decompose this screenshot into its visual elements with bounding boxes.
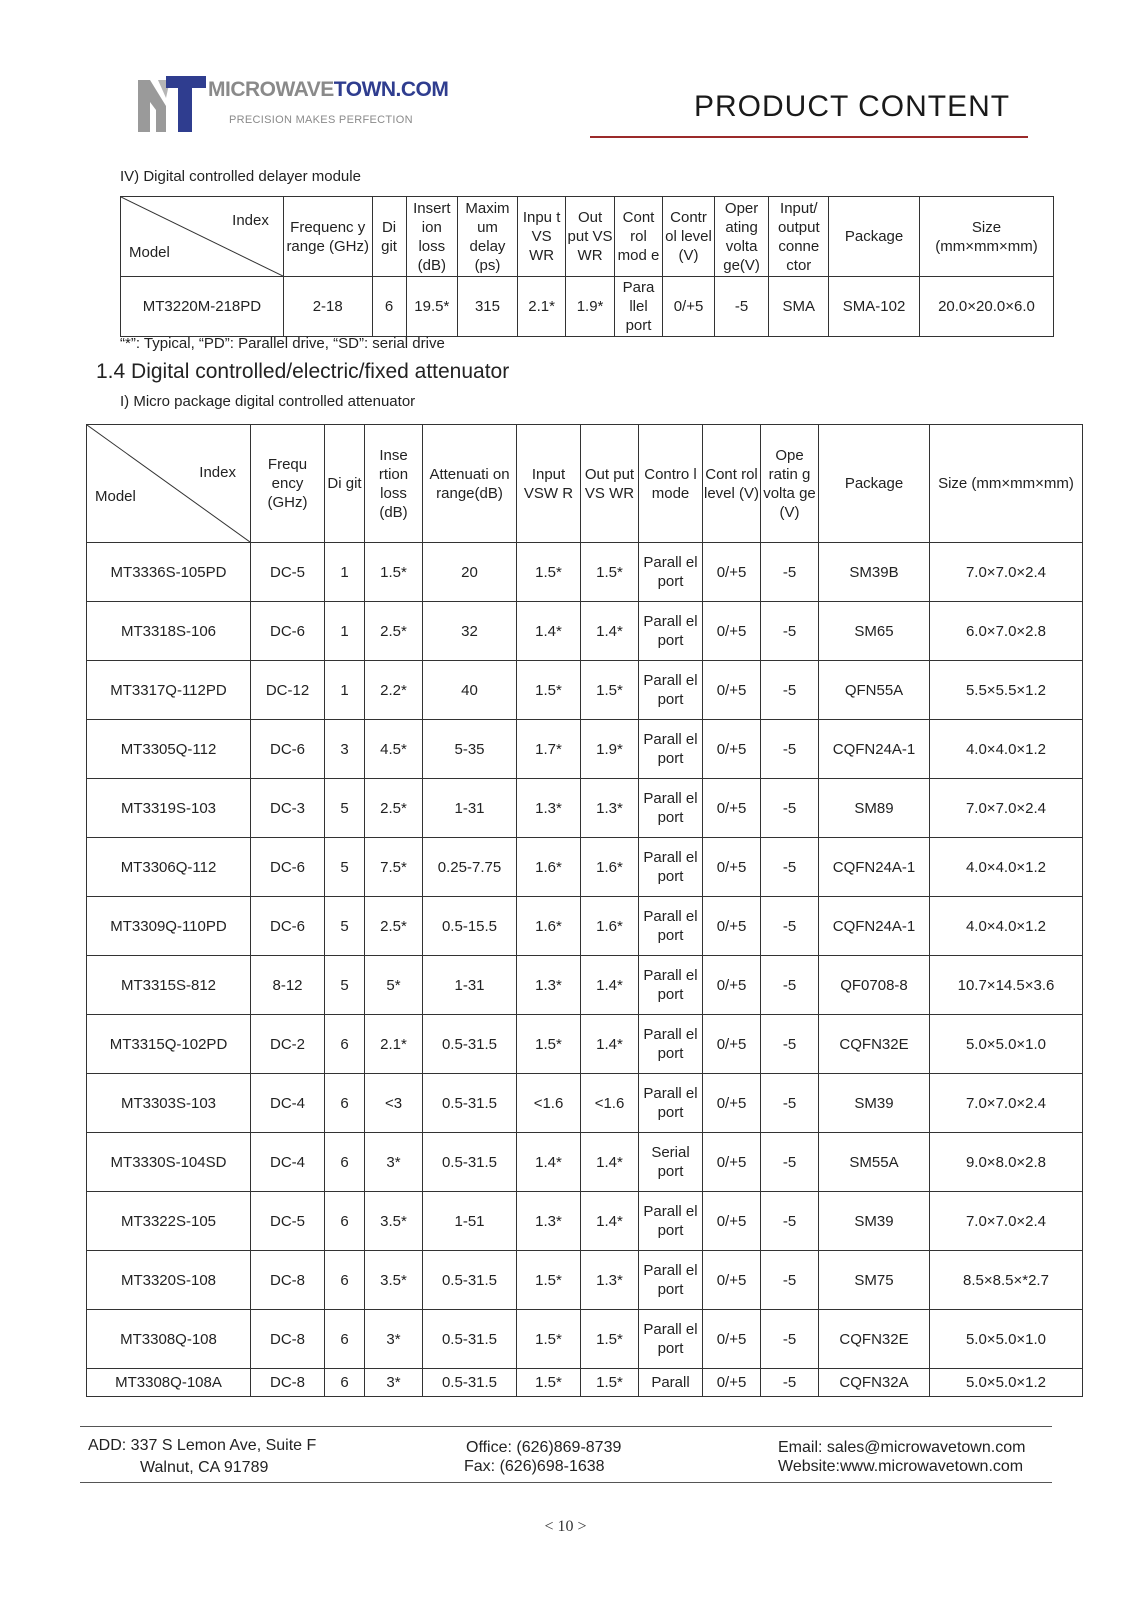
table-cell: 1 [325, 661, 365, 720]
corner-model-label: Model [95, 488, 136, 505]
table-cell: 0/+5 [703, 1369, 761, 1397]
column-header: Input VSW R [517, 425, 581, 543]
table-cell: 10.7×14.5×3.6 [930, 956, 1083, 1015]
table-cell: -5 [714, 277, 769, 337]
footer-office-phone: Office: (626)869-8739 [466, 1439, 622, 1456]
table-cell: 1-51 [423, 1192, 517, 1251]
table-row [87, 1310, 1083, 1369]
table-cell: 0.5-31.5 [423, 1133, 517, 1192]
table-cell: <1.6 [517, 1074, 581, 1133]
table-cell: 0/+5 [703, 1310, 761, 1369]
table-cell: Parall el port [639, 661, 703, 720]
table-cell: SM75 [819, 1251, 930, 1310]
table-cell: 0/+5 [703, 661, 761, 720]
table-cell: 6 [325, 1015, 365, 1074]
corner-header-cell [87, 425, 251, 543]
table-cell: 4.5* [365, 720, 423, 779]
table-cell: CQFN32E [819, 1310, 930, 1369]
table-cell: 1 [325, 602, 365, 661]
model-cell: MT3336S-105PD [87, 543, 251, 602]
table-cell: SM55A [819, 1133, 930, 1192]
table-cell: SM39 [819, 1074, 930, 1133]
table-cell: -5 [761, 720, 819, 779]
column-header: Contro l mode [639, 425, 703, 543]
table-cell: 1.5* [581, 543, 639, 602]
table-cell: 0.5-15.5 [423, 897, 517, 956]
table-cell: 1.9* [566, 277, 614, 337]
table-cell: 1.6* [517, 897, 581, 956]
table-cell: 1.9* [581, 720, 639, 779]
typical-note: “*”: Typical, “PD”: Parallel drive, “SD”: serial drive [120, 335, 445, 352]
model-cell: MT3309Q-110PD [87, 897, 251, 956]
table-cell: 20.0×20.0×6.0 [919, 277, 1053, 337]
table-cell: 3 [325, 720, 365, 779]
table-cell: SMA-102 [829, 277, 920, 337]
table-cell: 1.4* [581, 602, 639, 661]
table-cell: 6 [325, 1192, 365, 1251]
table-cell: -5 [761, 1369, 819, 1397]
section-heading: 1.4 Digital controlled/electric/fixed attenuator [96, 360, 510, 383]
table-cell: DC-6 [251, 897, 325, 956]
table-cell: Para llel port [614, 277, 662, 337]
table-cell: SMA [769, 277, 829, 337]
model-cell: MT3318S-106 [87, 602, 251, 661]
footer-address-line1: ADD: 337 S Lemon Ave, Suite F [88, 1437, 317, 1454]
table-cell: <1.6 [581, 1074, 639, 1133]
table-cell: CQFN24A-1 [819, 897, 930, 956]
table-cell: Parall el port [639, 897, 703, 956]
table-cell: 5.0×5.0×1.0 [930, 1310, 1083, 1369]
table-cell: 32 [423, 602, 517, 661]
diagonal-divider [87, 425, 250, 542]
table-cell: 1.4* [581, 1192, 639, 1251]
page-title: PRODUCT CONTENT [694, 90, 1011, 123]
corner-model-label: Model [129, 244, 170, 261]
table-cell: 0/+5 [703, 1015, 761, 1074]
model-cell: MT3315Q-102PD [87, 1015, 251, 1074]
table-cell: 5* [365, 956, 423, 1015]
table-cell: Parall [639, 1369, 703, 1397]
table-cell: DC-5 [251, 543, 325, 602]
column-header: Oper ating volta ge(V) [714, 197, 769, 277]
table-cell: Parall el port [639, 779, 703, 838]
model-cell: MT3306Q-112 [87, 838, 251, 897]
table-cell: 1.6* [517, 838, 581, 897]
table-cell: 8-12 [251, 956, 325, 1015]
table-cell: 4.0×4.0×1.2 [930, 897, 1083, 956]
table-cell: QFN55A [819, 661, 930, 720]
table-row [87, 1133, 1083, 1192]
table-cell: -5 [761, 779, 819, 838]
corner-index-label: Index [232, 212, 269, 229]
column-header: Contr ol level (V) [663, 197, 715, 277]
table-cell: 0/+5 [703, 956, 761, 1015]
table-cell: 5-35 [423, 720, 517, 779]
table-cell: 1 [325, 543, 365, 602]
table-row [87, 720, 1083, 779]
logo-wordmark: MICROWAVETOWN.COM [208, 78, 449, 101]
column-header: Out put VS WR [566, 197, 614, 277]
table-cell: 7.0×7.0×2.4 [930, 779, 1083, 838]
footer-address-line2: Walnut, CA 91789 [140, 1459, 269, 1476]
table-cell: 0/+5 [703, 1192, 761, 1251]
table-cell: 1.3* [517, 779, 581, 838]
table-cell: CQFN24A-1 [819, 838, 930, 897]
table-cell: Parall el port [639, 720, 703, 779]
table-cell: 1.5* [581, 1310, 639, 1369]
table-cell: DC-4 [251, 1133, 325, 1192]
table-cell: 1.5* [517, 1015, 581, 1074]
table-cell: 7.0×7.0×2.4 [930, 543, 1083, 602]
model-cell: MT3330S-104SD [87, 1133, 251, 1192]
table-cell: DC-6 [251, 602, 325, 661]
table-cell: DC-3 [251, 779, 325, 838]
table-cell: 6 [325, 1310, 365, 1369]
table-cell: 6 [372, 277, 406, 337]
column-header: Size (mm×mm×mm) [919, 197, 1053, 277]
table-cell: -5 [761, 1251, 819, 1310]
model-cell: MT3322S-105 [87, 1192, 251, 1251]
table-cell: 2.5* [365, 602, 423, 661]
table-cell: 1.6* [581, 838, 639, 897]
table-cell: 3.5* [365, 1192, 423, 1251]
table-cell: -5 [761, 956, 819, 1015]
table-cell: 0.5-31.5 [423, 1074, 517, 1133]
footer-bottom-rule [80, 1482, 1052, 1483]
table-row [87, 838, 1083, 897]
table-cell: QF0708-8 [819, 956, 930, 1015]
table-cell: 2.2* [365, 661, 423, 720]
table-cell: 1.5* [365, 543, 423, 602]
table-header-row [87, 425, 1083, 543]
table-cell: 6.0×7.0×2.8 [930, 602, 1083, 661]
table-row [87, 1192, 1083, 1251]
table-cell: -5 [761, 1074, 819, 1133]
table-cell: SM65 [819, 602, 930, 661]
column-header: Input/ output conne ctor [769, 197, 829, 277]
column-header: Di git [372, 197, 406, 277]
table-cell: CQFN32A [819, 1369, 930, 1397]
table-cell: 6 [325, 1251, 365, 1310]
table-cell: 6 [325, 1133, 365, 1192]
table-cell: 7.0×7.0×2.4 [930, 1192, 1083, 1251]
table-cell: 6 [325, 1074, 365, 1133]
table-cell: 5 [325, 956, 365, 1015]
footer-fax: Fax: (626)698-1638 [464, 1458, 605, 1475]
table-cell: Serial port [639, 1133, 703, 1192]
table-cell: 7.5* [365, 838, 423, 897]
section-1-4-subtitle: I) Micro package digital controlled attenuator [120, 393, 416, 410]
table-cell: 315 [458, 277, 518, 337]
column-header: Maxim um delay (ps) [458, 197, 518, 277]
table-cell: 1.5* [517, 661, 581, 720]
table-cell: CQFN32E [819, 1015, 930, 1074]
table-cell: Parall el port [639, 1015, 703, 1074]
table-cell: 1.7* [517, 720, 581, 779]
diagonal-divider [121, 197, 283, 276]
table-row [87, 661, 1083, 720]
table-cell: 0/+5 [703, 838, 761, 897]
table-cell: 1.4* [581, 1015, 639, 1074]
table-row [87, 1015, 1083, 1074]
table-cell: 0/+5 [703, 897, 761, 956]
table-cell: Parall el port [639, 956, 703, 1015]
table-cell: DC-4 [251, 1074, 325, 1133]
model-cell: MT3315S-812 [87, 956, 251, 1015]
table-cell: 3.5* [365, 1251, 423, 1310]
table-cell: 1-31 [423, 779, 517, 838]
table-cell: 1-31 [423, 956, 517, 1015]
table-cell: 1.6* [581, 897, 639, 956]
table-cell: Parall el port [639, 1251, 703, 1310]
page-number: < 10 > [544, 1518, 587, 1535]
table-cell: 1.5* [581, 1369, 639, 1397]
table-cell: DC-6 [251, 720, 325, 779]
table-cell: 4.0×4.0×1.2 [930, 720, 1083, 779]
table-cell: 2.1* [365, 1015, 423, 1074]
table-cell: -5 [761, 1192, 819, 1251]
table-cell: -5 [761, 602, 819, 661]
table-cell: DC-12 [251, 661, 325, 720]
table-cell: DC-2 [251, 1015, 325, 1074]
section-iv-subtitle: IV) Digital controlled delayer module [120, 168, 361, 185]
logo-tagline: PRECISION MAKES PERFECTION [229, 114, 413, 126]
table-cell: 1.4* [581, 956, 639, 1015]
table-cell: 0.5-31.5 [423, 1310, 517, 1369]
table-cell: DC-8 [251, 1251, 325, 1310]
column-header: Di git [325, 425, 365, 543]
table-cell: Parall el port [639, 543, 703, 602]
table-cell: 0/+5 [703, 543, 761, 602]
model-cell: MT3220M-218PD [121, 277, 284, 337]
table-cell: 1.4* [517, 1133, 581, 1192]
table-cell: 0/+5 [663, 277, 715, 337]
table-cell: 0/+5 [703, 1133, 761, 1192]
table-cell: 1.5* [517, 1251, 581, 1310]
table-cell: 4.0×4.0×1.2 [930, 838, 1083, 897]
table-cell: 2.5* [365, 779, 423, 838]
column-header: Package [829, 197, 920, 277]
table-cell: 5 [325, 779, 365, 838]
table-cell: 1.3* [581, 1251, 639, 1310]
table-row [87, 956, 1083, 1015]
table-cell: DC-5 [251, 1192, 325, 1251]
mt-logo-icon [136, 72, 208, 136]
table-row [87, 1074, 1083, 1133]
table-cell: DC-8 [251, 1310, 325, 1369]
table-row [87, 543, 1083, 602]
table-cell: 0.25-7.75 [423, 838, 517, 897]
corner-index-label: Index [199, 464, 236, 481]
table-cell: 0/+5 [703, 720, 761, 779]
column-header: Cont rol mod e [614, 197, 662, 277]
column-header: Insert ion loss (dB) [406, 197, 458, 277]
footer-email: Email: sales@microwavetown.com [778, 1439, 1026, 1456]
column-header: Out put VS WR [581, 425, 639, 543]
table-cell: -5 [761, 838, 819, 897]
table-cell: -5 [761, 1310, 819, 1369]
table-cell: 1.5* [581, 661, 639, 720]
delayer-module-table [120, 196, 1054, 337]
table-row [87, 602, 1083, 661]
table-cell: -5 [761, 1133, 819, 1192]
title-underline [590, 136, 1028, 138]
table-cell: SM39 [819, 1192, 930, 1251]
table-cell: 6 [325, 1369, 365, 1397]
table-cell: 3* [365, 1369, 423, 1397]
company-logo [136, 72, 449, 136]
table-cell: DC-6 [251, 838, 325, 897]
table-cell: 1.5* [517, 1369, 581, 1397]
table-cell: 20 [423, 543, 517, 602]
table-cell: 1.3* [581, 779, 639, 838]
table-cell: 0.5-31.5 [423, 1369, 517, 1397]
table-cell: 2-18 [283, 277, 372, 337]
table-cell: Parall el port [639, 838, 703, 897]
column-header: Frequenc y range (GHz) [283, 197, 372, 277]
table-cell: 40 [423, 661, 517, 720]
model-cell: MT3319S-103 [87, 779, 251, 838]
table-cell: SM89 [819, 779, 930, 838]
table-cell: -5 [761, 897, 819, 956]
column-header: Inpu t VS WR [517, 197, 565, 277]
table-cell: Parall el port [639, 1074, 703, 1133]
column-header: Ope ratin g volta ge (V) [761, 425, 819, 543]
table-cell: 5 [325, 897, 365, 956]
model-cell: MT3320S-108 [87, 1251, 251, 1310]
column-header: Frequ ency (GHz) [251, 425, 325, 543]
table-cell: Parall el port [639, 1310, 703, 1369]
table-cell: 1.4* [517, 602, 581, 661]
table-cell: 0/+5 [703, 779, 761, 838]
model-cell: MT3308Q-108 [87, 1310, 251, 1369]
table-cell: SM39B [819, 543, 930, 602]
table-cell: 3* [365, 1310, 423, 1369]
table-cell: Parall el port [639, 602, 703, 661]
table-cell: 0.5-31.5 [423, 1251, 517, 1310]
column-header: Package [819, 425, 930, 543]
table-cell: CQFN24A-1 [819, 720, 930, 779]
table-cell: 0.5-31.5 [423, 1015, 517, 1074]
table-row [87, 1251, 1083, 1310]
table-cell: 5.0×5.0×1.0 [930, 1015, 1083, 1074]
table-cell: 1.5* [517, 1310, 581, 1369]
table-cell: 2.1* [517, 277, 565, 337]
table-cell: Parall el port [639, 1192, 703, 1251]
table-cell: 0/+5 [703, 1251, 761, 1310]
table-cell: 5.0×5.0×1.2 [930, 1369, 1083, 1397]
corner-header-cell [121, 197, 284, 277]
table-cell: -5 [761, 543, 819, 602]
table-cell: 1.3* [517, 956, 581, 1015]
table-cell: 7.0×7.0×2.4 [930, 1074, 1083, 1133]
table-cell: 0/+5 [703, 602, 761, 661]
table-row [87, 897, 1083, 956]
table-cell: -5 [761, 661, 819, 720]
table-cell: 2.5* [365, 897, 423, 956]
column-header: Attenuati on range(dB) [423, 425, 517, 543]
footer-website: Website:www.microwavetown.com [778, 1458, 1024, 1475]
table-cell: 0/+5 [703, 1074, 761, 1133]
table-cell: 3* [365, 1133, 423, 1192]
table-row [87, 1369, 1083, 1397]
table-cell: 5 [325, 838, 365, 897]
table-row [87, 779, 1083, 838]
table-cell: <3 [365, 1074, 423, 1133]
footer-top-rule [80, 1426, 1052, 1427]
model-cell: MT3305Q-112 [87, 720, 251, 779]
table-cell: 19.5* [406, 277, 458, 337]
table-cell: 5.5×5.5×1.2 [930, 661, 1083, 720]
column-header: Inse rtion loss (dB) [365, 425, 423, 543]
table-cell: 1.3* [517, 1192, 581, 1251]
table-cell: 1.4* [581, 1133, 639, 1192]
attenuator-table [86, 424, 1083, 1397]
table-cell: 1.5* [517, 543, 581, 602]
model-cell: MT3308Q-108A [87, 1369, 251, 1397]
model-cell: MT3317Q-112PD [87, 661, 251, 720]
column-header: Cont rol level (V) [703, 425, 761, 543]
table-cell: -5 [761, 1015, 819, 1074]
table-cell: 8.5×8.5×*2.7 [930, 1251, 1083, 1310]
table-row [121, 277, 1054, 337]
column-header: Size (mm×mm×mm) [930, 425, 1083, 543]
table-cell: DC-8 [251, 1369, 325, 1397]
table-cell: 9.0×8.0×2.8 [930, 1133, 1083, 1192]
model-cell: MT3303S-103 [87, 1074, 251, 1133]
table-header-row [121, 197, 1054, 277]
